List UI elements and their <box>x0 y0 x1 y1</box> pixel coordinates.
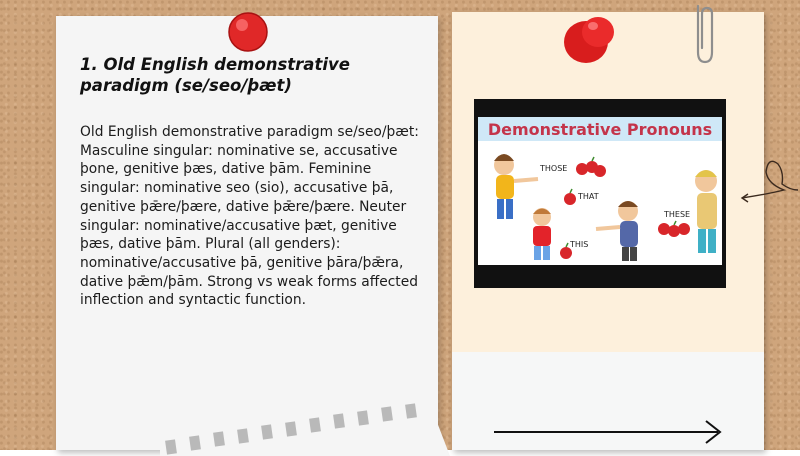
image-title: Demonstrative Pronouns <box>487 120 713 139</box>
label-this: THIS <box>570 240 589 249</box>
pushpin-icon <box>560 12 620 66</box>
note-body: Old English demonstrative paradigm se/seo/þæt: Masculine singular: nominative se, accusative þone, genitive þæs, dative þām. Feminine singular: nominative seo (sio), accusative þā, genitive þǣre/þære, dative þǣre/þære. Neuter singular: nominative/accusative þæt, genitive þæs, dative þām. Plural (all genders): nominative/accusative þā, genitive þāra/þǣra, dative þǣm/þām. Strong vs weak forms affected inflection and syntactic function. <box>80 124 419 309</box>
arrow-right-icon <box>492 418 726 446</box>
paperclip-icon <box>688 0 718 66</box>
child-figure-yellow <box>494 154 538 219</box>
demonstrative-pronouns-image <box>474 99 726 288</box>
torn-paper-edge <box>160 396 450 456</box>
illustration <box>478 117 722 265</box>
left-note <box>56 16 438 450</box>
child-figure-red <box>533 208 551 260</box>
label-those: THOSE <box>540 164 568 173</box>
note-title: 1. Old English demonstrative paradigm (se/seo/þæt) <box>80 55 350 95</box>
label-that: THAT <box>578 192 599 201</box>
pushpin-icon <box>226 10 270 54</box>
child-figure-teal <box>695 170 717 253</box>
child-figure-blue <box>596 201 638 261</box>
label-these: THESE <box>664 210 691 219</box>
squiggle-arrow-icon <box>738 150 800 210</box>
